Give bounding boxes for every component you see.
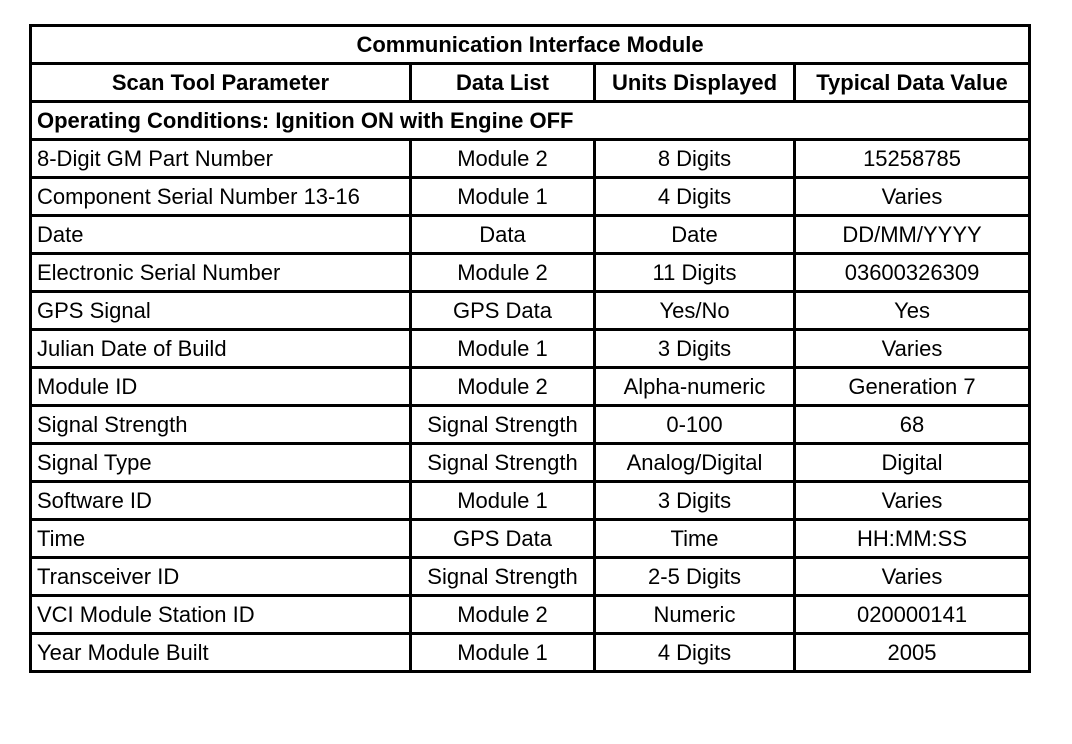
table-title: Communication Interface Module: [31, 26, 1030, 64]
cell-param: Electronic Serial Number: [31, 254, 411, 292]
cell-param: Time: [31, 520, 411, 558]
table-row: [31, 482, 1030, 520]
cell-typical-value: 2005: [795, 634, 1030, 672]
cell-units: 2-5 Digits: [595, 558, 795, 596]
table-row: [31, 178, 1030, 216]
table-row: [31, 406, 1030, 444]
cell-typical-value: 03600326309: [795, 254, 1030, 292]
cell-data-list: Module 2: [411, 140, 595, 178]
cell-typical-value: Varies: [795, 330, 1030, 368]
cell-typical-value: HH:MM:SS: [795, 520, 1030, 558]
cell-param: Signal Type: [31, 444, 411, 482]
cell-units: 4 Digits: [595, 634, 795, 672]
cell-param: Julian Date of Build: [31, 330, 411, 368]
cell-typical-value: Yes: [795, 292, 1030, 330]
cell-units: 11 Digits: [595, 254, 795, 292]
table-row: [31, 368, 1030, 406]
cell-data-list: Signal Strength: [411, 406, 595, 444]
cell-typical-value: Digital: [795, 444, 1030, 482]
cell-param: Component Serial Number 13-16: [31, 178, 411, 216]
table-row: [31, 216, 1030, 254]
table-row: [31, 140, 1030, 178]
table-body: [31, 26, 1030, 672]
table-row: [31, 558, 1030, 596]
cell-units: 3 Digits: [595, 482, 795, 520]
table-row: [31, 330, 1030, 368]
cell-data-list: Module 1: [411, 330, 595, 368]
cell-data-list: Module 1: [411, 178, 595, 216]
cell-typical-value: Varies: [795, 178, 1030, 216]
cell-units: 8 Digits: [595, 140, 795, 178]
cell-data-list: GPS Data: [411, 292, 595, 330]
cell-data-list: Module 2: [411, 254, 595, 292]
header-scan-tool-parameter: Scan Tool Parameter: [31, 64, 411, 102]
cell-typical-value: 020000141: [795, 596, 1030, 634]
cell-units: Analog/Digital: [595, 444, 795, 482]
cell-units: Yes/No: [595, 292, 795, 330]
cell-typical-value: 15258785: [795, 140, 1030, 178]
communication-interface-module-table: [29, 24, 1031, 673]
cell-param: 8-Digit GM Part Number: [31, 140, 411, 178]
cell-data-list: Module 1: [411, 634, 595, 672]
cell-units: Alpha-numeric: [595, 368, 795, 406]
cell-typical-value: Generation 7: [795, 368, 1030, 406]
cell-typical-value: Varies: [795, 558, 1030, 596]
header-typical-data-value: Typical Data Value: [795, 64, 1030, 102]
cell-param: Module ID: [31, 368, 411, 406]
cell-units: Numeric: [595, 596, 795, 634]
header-data-list: Data List: [411, 64, 595, 102]
table-row: [31, 634, 1030, 672]
cell-units: 4 Digits: [595, 178, 795, 216]
title-row: [31, 26, 1030, 64]
cell-typical-value: Varies: [795, 482, 1030, 520]
cell-data-list: Module 1: [411, 482, 595, 520]
table-row: [31, 292, 1030, 330]
cell-units: Date: [595, 216, 795, 254]
cell-typical-value: DD/MM/YYYY: [795, 216, 1030, 254]
cell-data-list: Module 2: [411, 368, 595, 406]
cell-data-list: Module 2: [411, 596, 595, 634]
cell-param: Year Module Built: [31, 634, 411, 672]
cell-data-list: Data: [411, 216, 595, 254]
table-row: [31, 444, 1030, 482]
cell-units: Time: [595, 520, 795, 558]
cell-units: 3 Digits: [595, 330, 795, 368]
cell-units: 0-100: [595, 406, 795, 444]
cell-param: Software ID: [31, 482, 411, 520]
table-row: [31, 596, 1030, 634]
cell-data-list: Signal Strength: [411, 444, 595, 482]
section-row: [31, 102, 1030, 140]
cell-param: Signal Strength: [31, 406, 411, 444]
cell-typical-value: 68: [795, 406, 1030, 444]
cell-data-list: Signal Strength: [411, 558, 595, 596]
table-row: [31, 520, 1030, 558]
operating-conditions-label: Operating Conditions: Ignition ON with Engine OFF: [31, 102, 1030, 140]
header-units-displayed: Units Displayed: [595, 64, 795, 102]
table-row: [31, 254, 1030, 292]
header-row: [31, 64, 1030, 102]
cell-param: Transceiver ID: [31, 558, 411, 596]
cell-param: GPS Signal: [31, 292, 411, 330]
cell-param: Date: [31, 216, 411, 254]
cell-data-list: GPS Data: [411, 520, 595, 558]
cell-param: VCI Module Station ID: [31, 596, 411, 634]
